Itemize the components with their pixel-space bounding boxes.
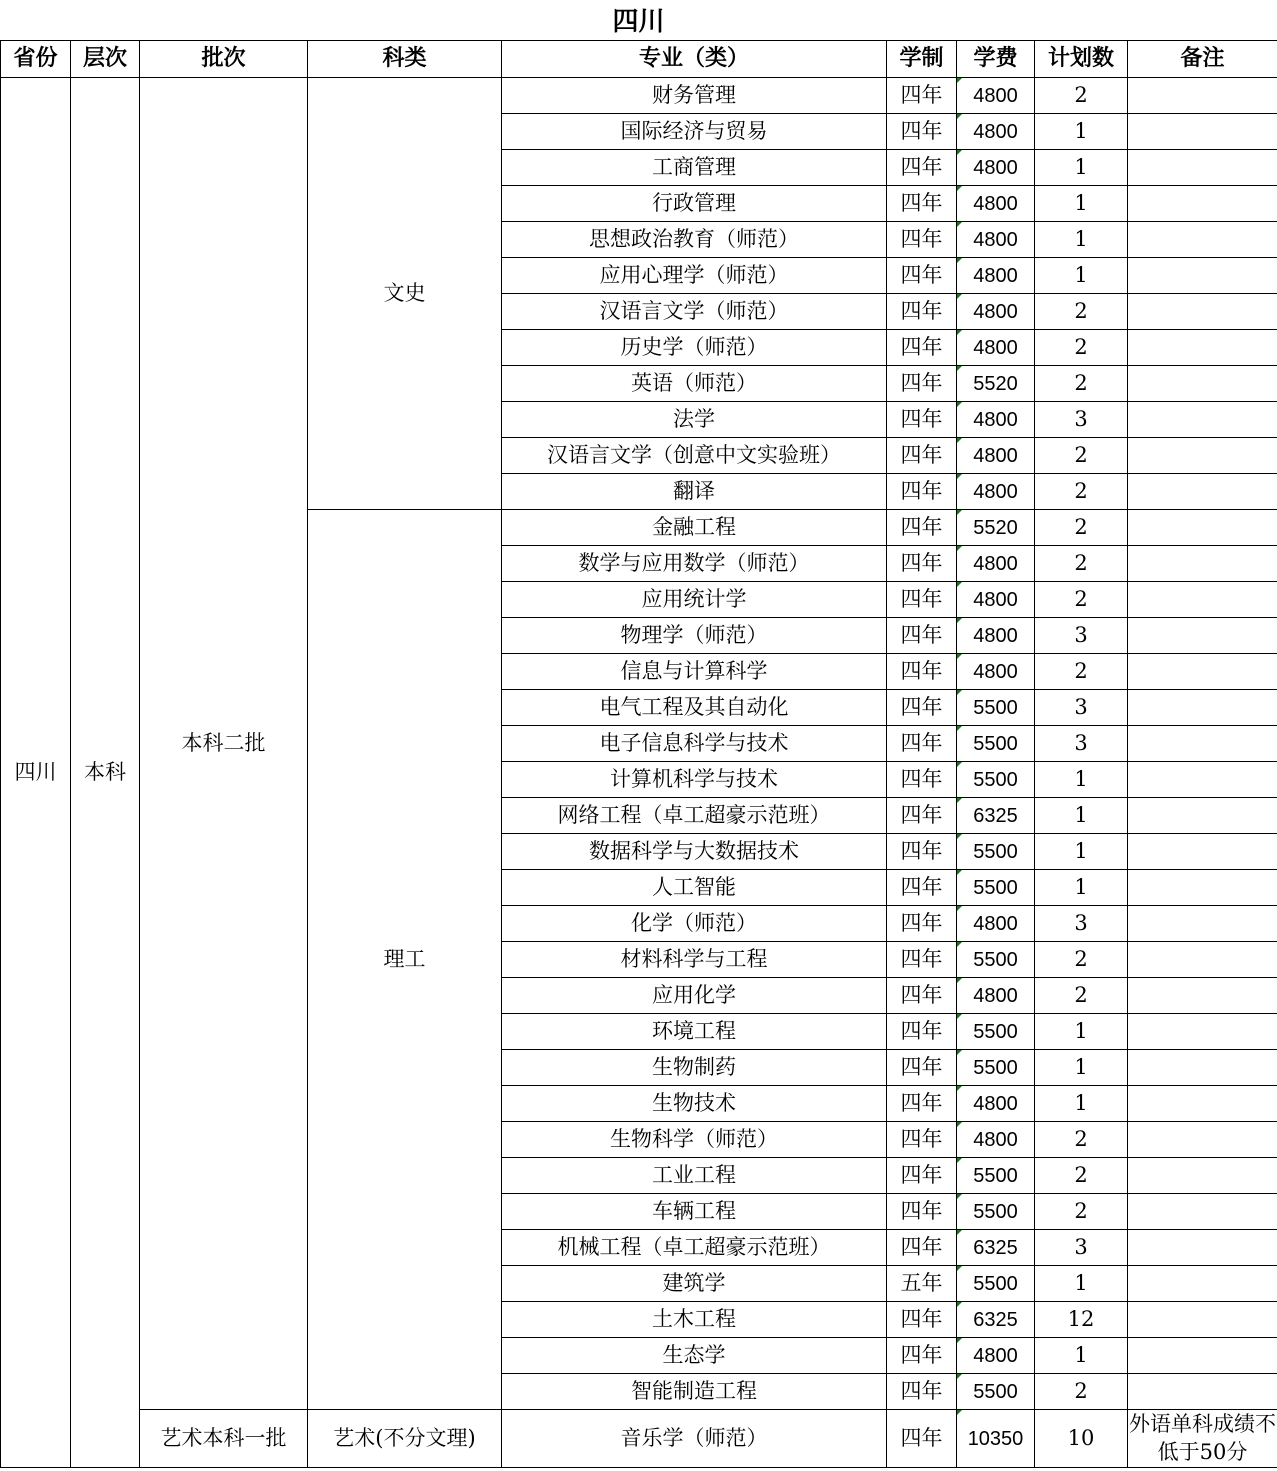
plan-cell: 3	[1035, 1230, 1128, 1266]
plan-cell: 3	[1035, 690, 1128, 726]
category-liberal-cell: 文史	[308, 78, 502, 510]
plan-cell: 3	[1035, 726, 1128, 762]
note-cell	[1128, 1302, 1277, 1338]
fee-cell: 4800	[957, 1086, 1035, 1122]
major-cell: 生态学	[502, 1338, 887, 1374]
table-row	[1, 78, 1277, 114]
note-cell	[1128, 258, 1277, 294]
plan-cell: 2	[1035, 1374, 1128, 1410]
art-plan-cell: 10	[1035, 1410, 1128, 1468]
fee-cell: 6325	[957, 1302, 1035, 1338]
duration-cell: 四年	[887, 222, 957, 258]
duration-cell: 四年	[887, 366, 957, 402]
header-row	[1, 41, 1277, 78]
duration-cell: 四年	[887, 1338, 957, 1374]
major-cell: 英语（师范）	[502, 366, 887, 402]
note-cell	[1128, 186, 1277, 222]
note-cell	[1128, 474, 1277, 510]
major-cell: 建筑学	[502, 1266, 887, 1302]
major-cell: 生物技术	[502, 1086, 887, 1122]
plan-cell: 1	[1035, 150, 1128, 186]
major-cell: 工商管理	[502, 150, 887, 186]
fee-cell: 4800	[957, 654, 1035, 690]
art-major-cell: 音乐学（师范）	[502, 1410, 887, 1468]
duration-cell: 四年	[887, 942, 957, 978]
major-cell: 物理学（师范）	[502, 618, 887, 654]
duration-cell: 四年	[887, 870, 957, 906]
note-cell	[1128, 690, 1277, 726]
admission-plan-table	[0, 40, 1277, 1468]
major-cell: 电气工程及其自动化	[502, 690, 887, 726]
note-cell	[1128, 834, 1277, 870]
note-cell	[1128, 978, 1277, 1014]
plan-cell: 2	[1035, 1122, 1128, 1158]
fee-cell: 4800	[957, 582, 1035, 618]
major-cell: 金融工程	[502, 510, 887, 546]
major-cell: 土木工程	[502, 1302, 887, 1338]
plan-cell: 2	[1035, 438, 1128, 474]
major-cell: 数学与应用数学（师范）	[502, 546, 887, 582]
fee-cell: 5500	[957, 834, 1035, 870]
major-cell: 应用统计学	[502, 582, 887, 618]
plan-cell: 2	[1035, 294, 1128, 330]
plan-cell: 1	[1035, 834, 1128, 870]
major-cell: 材料科学与工程	[502, 942, 887, 978]
plan-cell: 3	[1035, 906, 1128, 942]
fee-cell: 4800	[957, 438, 1035, 474]
plan-cell: 2	[1035, 582, 1128, 618]
header-note: 备注	[1128, 41, 1277, 78]
duration-cell: 四年	[887, 1158, 957, 1194]
art-fee-cell: 10350	[957, 1410, 1035, 1468]
plan-cell: 1	[1035, 762, 1128, 798]
note-cell	[1128, 78, 1277, 114]
fee-cell: 4800	[957, 258, 1035, 294]
table-row-art	[1, 1410, 1277, 1468]
fee-cell: 4800	[957, 294, 1035, 330]
header-fee: 学费	[957, 41, 1035, 78]
plan-cell: 1	[1035, 1266, 1128, 1302]
header-plan: 计划数	[1035, 41, 1128, 78]
fee-cell: 4800	[957, 402, 1035, 438]
note-cell	[1128, 546, 1277, 582]
art-batch-cell: 艺术本科一批	[140, 1410, 308, 1468]
major-cell: 数据科学与大数据技术	[502, 834, 887, 870]
note-cell	[1128, 402, 1277, 438]
fee-cell: 6325	[957, 798, 1035, 834]
fee-cell: 5500	[957, 1374, 1035, 1410]
fee-cell: 5500	[957, 1194, 1035, 1230]
header-duration: 学制	[887, 41, 957, 78]
duration-cell: 四年	[887, 330, 957, 366]
note-cell	[1128, 1266, 1277, 1302]
plan-cell: 1	[1035, 1050, 1128, 1086]
fee-cell: 4800	[957, 78, 1035, 114]
fee-cell: 5520	[957, 510, 1035, 546]
fee-cell: 4800	[957, 906, 1035, 942]
duration-cell: 四年	[887, 1122, 957, 1158]
note-cell	[1128, 510, 1277, 546]
major-cell: 行政管理	[502, 186, 887, 222]
fee-cell: 4800	[957, 222, 1035, 258]
duration-cell: 四年	[887, 78, 957, 114]
major-cell: 计算机科学与技术	[502, 762, 887, 798]
art-duration-cell: 四年	[887, 1410, 957, 1468]
fee-cell: 5520	[957, 366, 1035, 402]
note-cell	[1128, 1050, 1277, 1086]
plan-cell: 12	[1035, 1302, 1128, 1338]
major-cell: 信息与计算科学	[502, 654, 887, 690]
category-science-cell: 理工	[308, 510, 502, 1410]
art-category-cell: 艺术(不分文理)	[308, 1410, 502, 1468]
duration-cell: 四年	[887, 834, 957, 870]
duration-cell: 四年	[887, 582, 957, 618]
province-cell: 四川	[1, 78, 71, 1468]
plan-cell: 2	[1035, 78, 1128, 114]
fee-cell: 5500	[957, 942, 1035, 978]
fee-cell: 4800	[957, 474, 1035, 510]
major-cell: 智能制造工程	[502, 1374, 887, 1410]
major-cell: 历史学（师范）	[502, 330, 887, 366]
fee-cell: 4800	[957, 186, 1035, 222]
duration-cell: 四年	[887, 1194, 957, 1230]
note-cell	[1128, 654, 1277, 690]
note-cell	[1128, 438, 1277, 474]
major-cell: 生物科学（师范）	[502, 1122, 887, 1158]
major-cell: 电子信息科学与技术	[502, 726, 887, 762]
note-cell	[1128, 294, 1277, 330]
art-note-cell: 外语单科成绩不低于50分	[1128, 1410, 1277, 1468]
plan-cell: 2	[1035, 510, 1128, 546]
plan-cell: 2	[1035, 1158, 1128, 1194]
note-cell	[1128, 618, 1277, 654]
major-cell: 生物制药	[502, 1050, 887, 1086]
fee-cell: 4800	[957, 978, 1035, 1014]
fee-cell: 4800	[957, 114, 1035, 150]
note-cell	[1128, 870, 1277, 906]
major-cell: 汉语言文学（创意中文实验班）	[502, 438, 887, 474]
duration-cell: 四年	[887, 978, 957, 1014]
major-cell: 应用心理学（师范）	[502, 258, 887, 294]
duration-cell: 四年	[887, 258, 957, 294]
note-cell	[1128, 798, 1277, 834]
plan-cell: 1	[1035, 798, 1128, 834]
duration-cell: 四年	[887, 1086, 957, 1122]
major-cell: 化学（师范）	[502, 906, 887, 942]
plan-cell: 2	[1035, 330, 1128, 366]
plan-cell: 2	[1035, 546, 1128, 582]
duration-cell: 四年	[887, 186, 957, 222]
plan-cell: 1	[1035, 870, 1128, 906]
note-cell	[1128, 762, 1277, 798]
note-cell	[1128, 582, 1277, 618]
level-cell: 本科	[71, 78, 140, 1468]
fee-cell: 4800	[957, 150, 1035, 186]
note-cell	[1128, 1194, 1277, 1230]
note-cell	[1128, 942, 1277, 978]
duration-cell: 五年	[887, 1266, 957, 1302]
major-cell: 财务管理	[502, 78, 887, 114]
plan-cell: 1	[1035, 222, 1128, 258]
duration-cell: 四年	[887, 114, 957, 150]
header-level: 层次	[71, 41, 140, 78]
header-category: 科类	[308, 41, 502, 78]
fee-cell: 5500	[957, 762, 1035, 798]
fee-cell: 5500	[957, 870, 1035, 906]
header-province: 省份	[1, 41, 71, 78]
plan-cell: 2	[1035, 474, 1128, 510]
duration-cell: 四年	[887, 294, 957, 330]
fee-cell: 5500	[957, 1158, 1035, 1194]
duration-cell: 四年	[887, 906, 957, 942]
major-cell: 网络工程（卓工超豪示范班）	[502, 798, 887, 834]
plan-cell: 3	[1035, 618, 1128, 654]
plan-cell: 1	[1035, 1086, 1128, 1122]
plan-cell: 2	[1035, 654, 1128, 690]
note-cell	[1128, 1014, 1277, 1050]
note-cell	[1128, 1230, 1277, 1266]
major-cell: 车辆工程	[502, 1194, 887, 1230]
duration-cell: 四年	[887, 546, 957, 582]
header-batch: 批次	[140, 41, 308, 78]
fee-cell: 5500	[957, 1050, 1035, 1086]
duration-cell: 四年	[887, 1374, 957, 1410]
fee-cell: 5500	[957, 690, 1035, 726]
duration-cell: 四年	[887, 1050, 957, 1086]
note-cell	[1128, 1374, 1277, 1410]
fee-cell: 4800	[957, 330, 1035, 366]
fee-cell: 4800	[957, 1122, 1035, 1158]
major-cell: 翻译	[502, 474, 887, 510]
major-cell: 工业工程	[502, 1158, 887, 1194]
major-cell: 人工智能	[502, 870, 887, 906]
note-cell	[1128, 1338, 1277, 1374]
major-cell: 汉语言文学（师范）	[502, 294, 887, 330]
fee-cell: 6325	[957, 1230, 1035, 1266]
duration-cell: 四年	[887, 726, 957, 762]
major-cell: 环境工程	[502, 1014, 887, 1050]
plan-cell: 1	[1035, 114, 1128, 150]
batch-cell: 本科二批	[140, 78, 308, 1410]
fee-cell: 5500	[957, 726, 1035, 762]
plan-cell: 2	[1035, 978, 1128, 1014]
table-title: 四川	[612, 7, 665, 37]
duration-cell: 四年	[887, 798, 957, 834]
note-cell	[1128, 222, 1277, 258]
major-cell: 思想政治教育（师范）	[502, 222, 887, 258]
duration-cell: 四年	[887, 654, 957, 690]
duration-cell: 四年	[887, 474, 957, 510]
plan-cell: 2	[1035, 942, 1128, 978]
note-cell	[1128, 114, 1277, 150]
major-cell: 国际经济与贸易	[502, 114, 887, 150]
duration-cell: 四年	[887, 762, 957, 798]
major-cell: 应用化学	[502, 978, 887, 1014]
note-cell	[1128, 366, 1277, 402]
duration-cell: 四年	[887, 1014, 957, 1050]
major-cell: 法学	[502, 402, 887, 438]
note-cell	[1128, 906, 1277, 942]
duration-cell: 四年	[887, 690, 957, 726]
note-cell	[1128, 1086, 1277, 1122]
fee-cell: 4800	[957, 546, 1035, 582]
duration-cell: 四年	[887, 402, 957, 438]
major-cell: 机械工程（卓工超豪示范班）	[502, 1230, 887, 1266]
duration-cell: 四年	[887, 150, 957, 186]
duration-cell: 四年	[887, 618, 957, 654]
header-major: 专业（类）	[502, 41, 887, 78]
duration-cell: 四年	[887, 1302, 957, 1338]
fee-cell: 4800	[957, 1338, 1035, 1374]
duration-cell: 四年	[887, 510, 957, 546]
note-cell	[1128, 330, 1277, 366]
plan-cell: 1	[1035, 1338, 1128, 1374]
fee-cell: 5500	[957, 1266, 1035, 1302]
note-cell	[1128, 150, 1277, 186]
plan-cell: 1	[1035, 1014, 1128, 1050]
plan-cell: 3	[1035, 402, 1128, 438]
note-cell	[1128, 726, 1277, 762]
plan-cell: 1	[1035, 186, 1128, 222]
plan-cell: 1	[1035, 258, 1128, 294]
fee-cell: 5500	[957, 1014, 1035, 1050]
note-cell	[1128, 1158, 1277, 1194]
fee-cell: 4800	[957, 618, 1035, 654]
duration-cell: 四年	[887, 1230, 957, 1266]
duration-cell: 四年	[887, 438, 957, 474]
note-cell	[1128, 1122, 1277, 1158]
plan-cell: 2	[1035, 366, 1128, 402]
plan-cell: 2	[1035, 1194, 1128, 1230]
